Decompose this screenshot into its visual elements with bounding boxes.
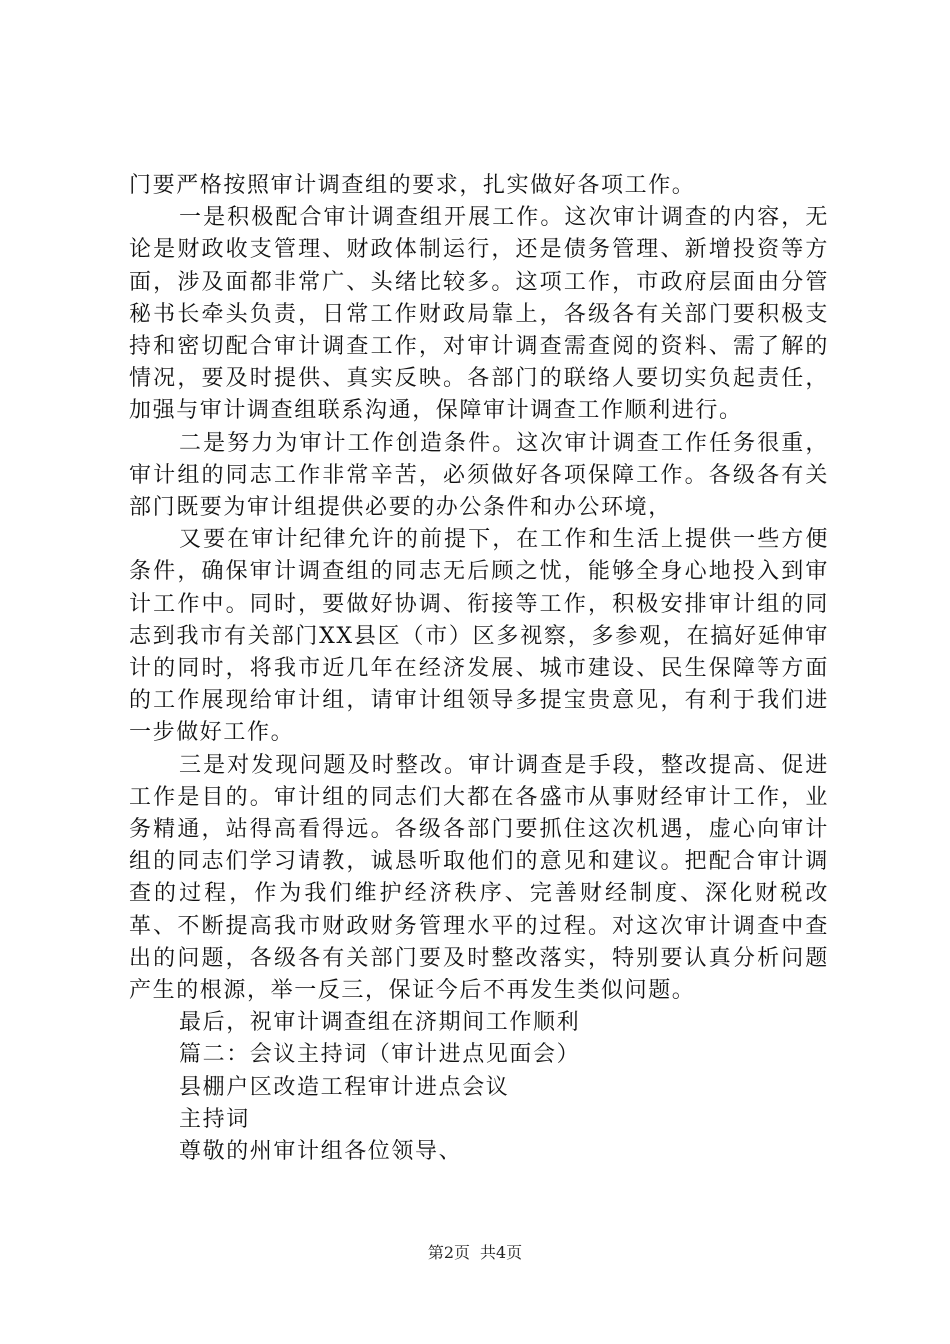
section-heading: 篇二：会议主持词（审计进点见面会） xyxy=(179,1042,581,1068)
paragraph-point-three: 三是对发现问题及时整改。审计调查是手段，整改提高、促进工作是目的。审计组的同志们大都在各盛市从事财经审计工作，业务精通，站得高看得远。各级各部门要抓住这次机遇，虚心向审计组的同志们学习请教，诚恳听取他们的意见和建议。把配合审计调查的过程，作为我们维护经济秩序、完善财经制度、深化财税改革、不断提高我市财政财务管理水平的过程。对这次审计调查中查出的问题，各级各有关部门要及时整改落实，特别要认真分析问题产生的根源，举一反三，保证今后不再发生类似问题。 xyxy=(129,752,829,1004)
document-body xyxy=(129,170,829,1168)
meeting-title: 县棚户区改造工程审计进点会议 xyxy=(179,1074,510,1100)
paragraph-point-one: 一是积极配合审计调查组开展工作。这次审计调查的内容，无论是财政收支管理、财政体制运行，还是债务管理、新增投资等方面，涉及面都非常广、头绪比较多。这项工作，市政府层面由分管秘书长牵头负责，日常工作财政局靠上，各级各有关部门要积极支持和密切配合审计调查工作，对审计调查需查阅的资料、需了解的情况，要及时提供、真实反映。各部门的联络人要切实负起责任，加强与审计调查组联系沟通，保障审计调查工作顺利进行。 xyxy=(129,205,829,424)
page-number: 第2页 xyxy=(427,1243,470,1262)
paragraph-point-two: 二是努力为审计工作创造条件。这次审计调查工作任务很重，审计组的同志工作非常辛苦，必须做好各项保障工作。各级各有关部门既要为审计组提供必要的办公条件和办公环境， xyxy=(129,430,829,521)
page-total: 共4页 xyxy=(480,1243,523,1262)
paragraph-point-two-continued: 又要在审计纪律允许的前提下，在工作和生活上提供一些方便条件，确保审计调查组的同志无后顾之忧，能够全身心地投入到审计工作中。同时，要做好协调、衔接等工作，积极安排审计组的同志到我市有关部门XX县区（市）区多视察，多参观，在搞好延伸审计的同时，将我市近几年在经济发展、城市建设、民生保障等方面的工作展现给审计组，请审计组领导多提宝贵意见，有利于我们进一步做好工作。 xyxy=(129,527,829,746)
paragraph-closing: 最后，祝审计调查组在济期间工作顺利 xyxy=(179,1010,581,1036)
paragraph-continuation: 门要严格按照审计调查组的要求，扎实做好各项工作。 xyxy=(129,173,696,198)
page-footer xyxy=(0,1243,950,1263)
salutation: 尊敬的州审计组各位领导、 xyxy=(179,1139,463,1165)
host-script-label: 主持词 xyxy=(179,1106,250,1132)
